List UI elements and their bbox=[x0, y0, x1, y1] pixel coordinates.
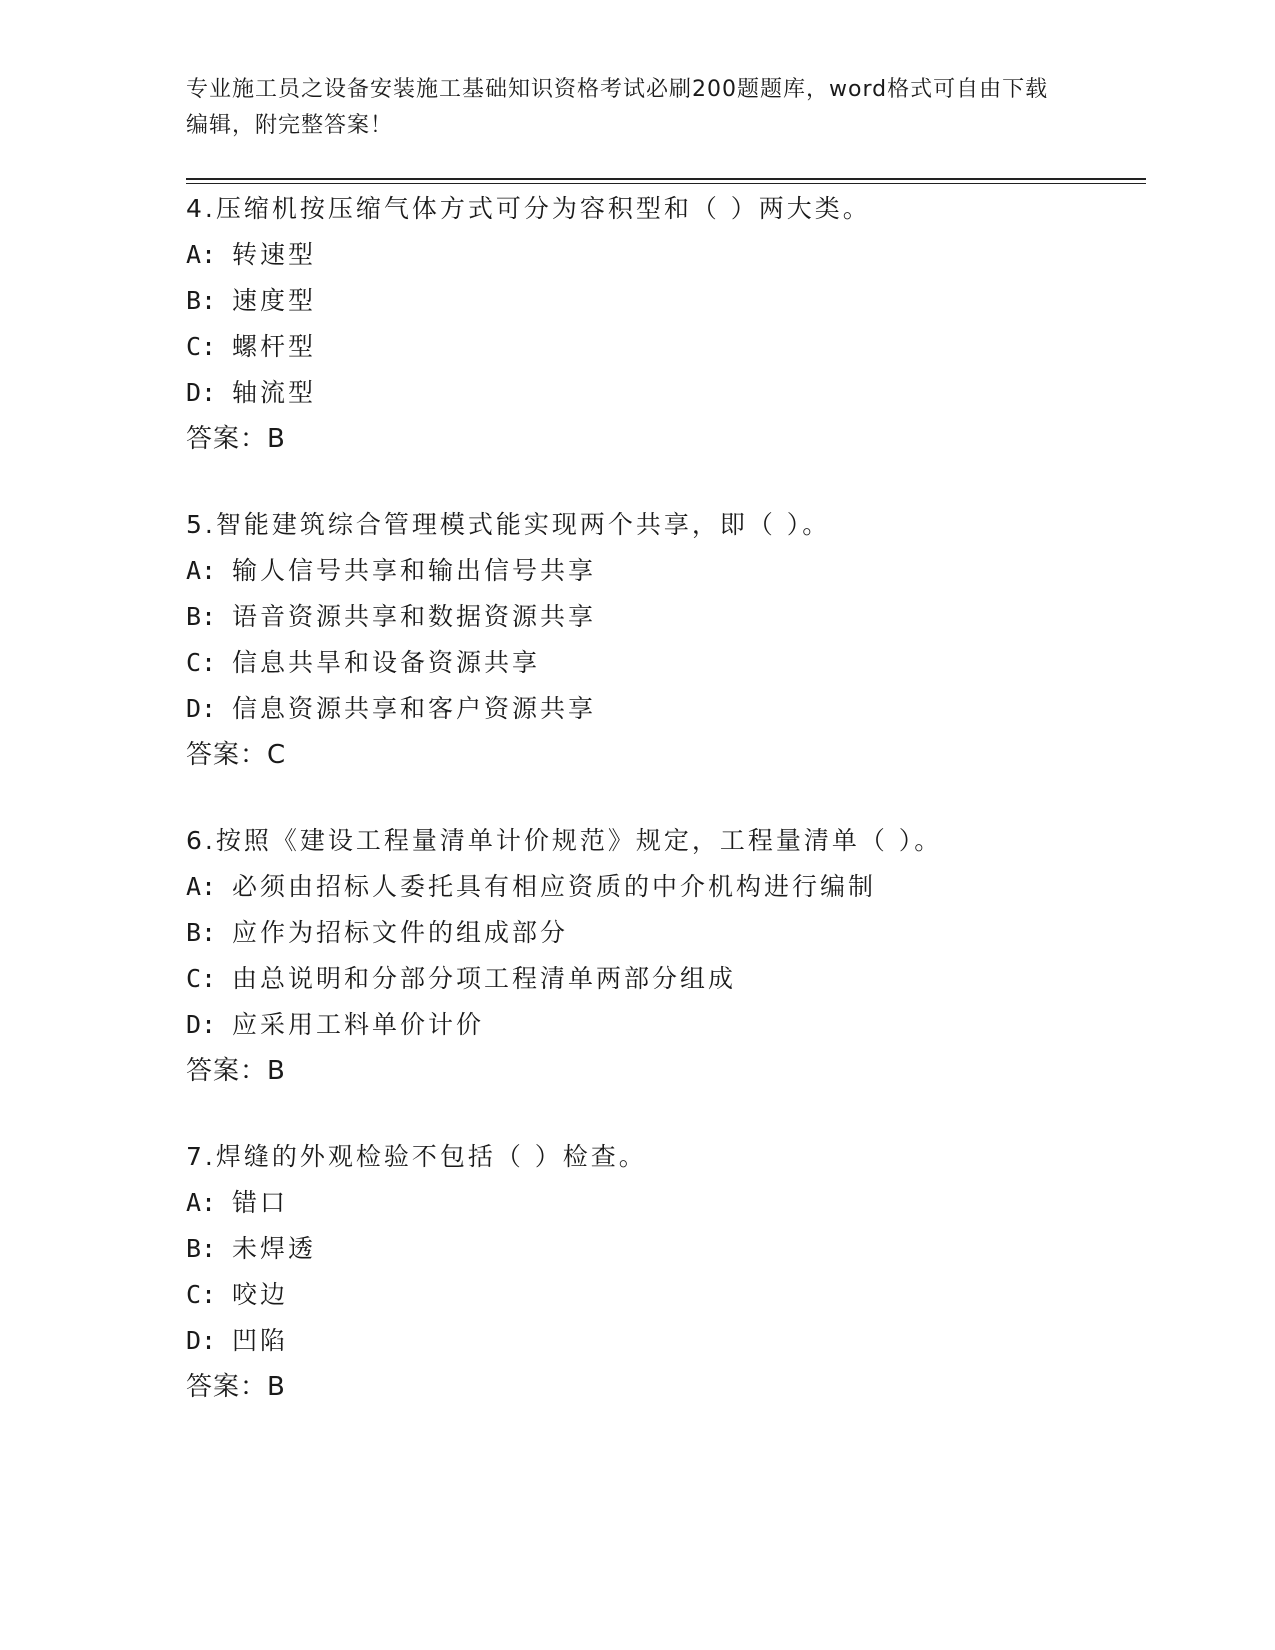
option-letter: B: bbox=[186, 602, 217, 631]
option-d bbox=[186, 1002, 1146, 1048]
document-header: 专业施工员之设备安装施工基础知识资格考试必刷200题题库，word格式可自由下载编辑，附完整答案！ bbox=[186, 77, 1049, 138]
option-c bbox=[186, 1272, 1146, 1318]
question-stem: 4.压缩机按压缩气体方式可分为容积型和（ ）两大类。 bbox=[186, 194, 871, 223]
option-text: 信息共旱和设备资源共享 bbox=[232, 648, 541, 677]
question-block bbox=[186, 186, 1146, 462]
question-block bbox=[186, 818, 1146, 1094]
option-d bbox=[186, 1318, 1146, 1364]
option-letter: C: bbox=[186, 964, 217, 993]
option-letter: C: bbox=[186, 648, 217, 677]
answer-line: 答案：B bbox=[186, 1056, 286, 1086]
option-b bbox=[186, 594, 1146, 640]
option-c bbox=[186, 640, 1146, 686]
question-stem: 7.焊缝的外观检验不包括（ ）检查。 bbox=[186, 1142, 647, 1171]
option-letter: A: bbox=[186, 240, 217, 269]
option-letter: B: bbox=[186, 286, 217, 315]
answer-line: 答案：B bbox=[186, 424, 286, 454]
option-letter: C: bbox=[186, 1280, 217, 1309]
question-stem: 5.智能建筑综合管理模式能实现两个共享，即（ ）。 bbox=[186, 510, 831, 539]
option-a bbox=[186, 548, 1146, 594]
option-letter: A: bbox=[186, 556, 217, 585]
option-c bbox=[186, 956, 1146, 1002]
option-letter: D: bbox=[186, 378, 217, 407]
answer-line: 答案：B bbox=[186, 1372, 286, 1402]
option-c bbox=[186, 324, 1146, 370]
option-letter: A: bbox=[186, 872, 217, 901]
option-b bbox=[186, 910, 1146, 956]
option-text: 咬边 bbox=[232, 1280, 289, 1309]
option-d bbox=[186, 686, 1146, 732]
option-text: 应采用工料单价计价 bbox=[232, 1010, 485, 1039]
option-text: 由总说明和分部分项工程清单两部分组成 bbox=[232, 964, 737, 993]
header-divider bbox=[186, 178, 1146, 180]
option-letter: D: bbox=[186, 1326, 217, 1355]
option-d bbox=[186, 370, 1146, 416]
question-block bbox=[186, 502, 1146, 778]
option-letter: A: bbox=[186, 1188, 217, 1217]
answer-line: 答案：C bbox=[186, 740, 287, 770]
option-a bbox=[186, 864, 1146, 910]
option-text: 应作为招标文件的组成部分 bbox=[232, 918, 569, 947]
header-divider-thin bbox=[186, 183, 1146, 184]
option-letter: B: bbox=[186, 918, 217, 947]
option-a bbox=[186, 232, 1146, 278]
option-text: 信息资源共享和客户资源共享 bbox=[232, 694, 597, 723]
option-text: 转速型 bbox=[232, 240, 317, 269]
option-text: 轴流型 bbox=[232, 378, 317, 407]
option-text: 速度型 bbox=[232, 286, 317, 315]
option-text: 输人信号共享和输出信号共享 bbox=[232, 556, 597, 585]
option-b bbox=[186, 1226, 1146, 1272]
option-text: 错口 bbox=[232, 1188, 289, 1217]
option-letter: D: bbox=[186, 694, 217, 723]
option-letter: D: bbox=[186, 1010, 217, 1039]
option-b bbox=[186, 278, 1146, 324]
question-stem: 6.按照《建设工程量清单计价规范》规定，工程量清单（ ）。 bbox=[186, 826, 943, 855]
question-block bbox=[186, 1134, 1146, 1410]
option-text: 必须由招标人委托具有相应资质的中介机构进行编制 bbox=[232, 872, 877, 901]
option-letter: B: bbox=[186, 1234, 217, 1263]
option-a bbox=[186, 1180, 1146, 1226]
option-text: 未焊透 bbox=[232, 1234, 317, 1263]
option-text: 凹陷 bbox=[232, 1326, 289, 1355]
option-text: 语音资源共享和数据资源共享 bbox=[232, 602, 597, 631]
option-letter: C: bbox=[186, 332, 217, 361]
option-text: 螺杆型 bbox=[232, 332, 317, 361]
